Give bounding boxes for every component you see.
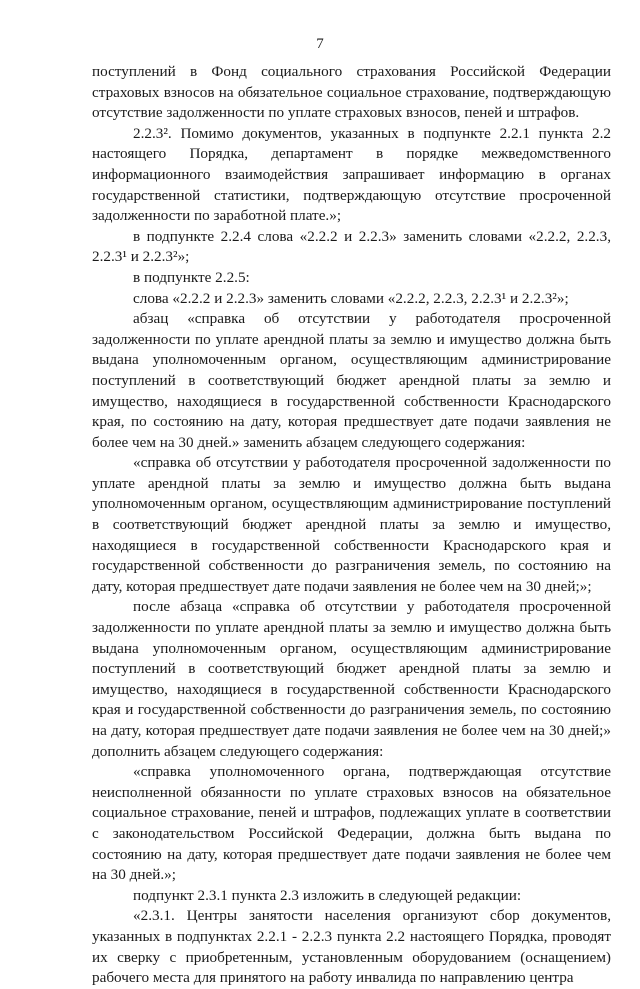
paragraph: абзац «справка об отсутствии у работодателя просроченной задолженности по уплате арендной платы за землю и имущество должна быть выдана уполномоченным органом, осуществляющим администрирование поступлений в соответствующий бюджет арендной платы за землю и имущество, находящиеся в государственной собственности Краснодарского края, по состоянию на дату, которая предшествует дате подачи заявления не более чем на 30 дней.» заменить абзацем следующего содержания:: [92, 310, 611, 451]
paragraph: подпункт 2.3.1 пункта 2.3 изложить в следующей редакции:: [133, 886, 522, 904]
paragraph: слова «2.2.2 и 2.2.3» заменить словами «2.2.2, 2.2.3, 2.2.3¹ и 2.2.3²»;: [133, 289, 569, 307]
paragraph: в подпункте 2.2.5:: [133, 268, 250, 286]
paragraph: 2.2.3². Помимо документов, указанных в подпункте 2.2.1 пункта 2.2 настоящего Порядка, департамент в порядке межведомственного информационного взаимодействия запрашивает информацию в органах государственной статистики, подтверждающую отсутствие просроченной задолженности по заработной плате.»;: [92, 124, 611, 225]
paragraph: «2.3.1. Центры занятости населения организуют сбор документов, указанных в подпунктах 2.2.1 - 2.2.3 пункта 2.2 настоящего Порядка, проводят их сверку с приобретенным, установленным оборудованием (оснащением) рабочего места для принятого на работу инвалида по направлению центра: [92, 907, 611, 987]
paragraph: «справка уполномоченного органа, подтверждающая отсутствие неисполненной обязанности по уплате страховых взносов на обязательное социальное страхование, пеней и штрафов, подлежащих уплате в соответствии с законодательством Российской Федерации, должна быть выдана по состоянию на дату, которая предшествует дате подачи заявления не более чем на 30 дней.»;: [92, 763, 611, 884]
paragraph: «справка об отсутствии у работодателя просроченной задолженности по уплате арендной платы за землю и имущество должна быть выдана уполномоченным органом, осуществляющим администрирование поступлений в соответствующий бюджет арендной платы за землю и имущество, находящиеся в государственной собственности Краснодарского края и государственной собственности до разграничения земель, по состоянию на дату, которая предшествует дате подачи заявления не более чем на 30 дней;»;: [92, 454, 611, 595]
paragraph: поступлений в Фонд социального страхования Российской Федерации страховых взносов на обязательное социальное страхование, подтверждающую отсутствие задолженности по уплате страховых взносов, пеней и штрафов.: [92, 63, 611, 122]
document-body: [92, 62, 611, 989]
paragraph: в подпункте 2.2.4 слова «2.2.2 и 2.2.3» заменить словами «2.2.2, 2.2.3, 2.2.3¹ и 2.2.3²»;: [92, 227, 611, 266]
page-number: 7: [316, 36, 324, 52]
paragraph: после абзаца «справка об отсутствии у работодателя просроченной задолженности по уплате арендной платы за землю и имущество должна быть выдана уполномоченным органом, осуществляющим администрирование поступлений в соответствующий бюджет арендной платы за землю и имущество, находящиеся в государственной собственности Краснодарского края и государственной собственности до разграничения земель, по состоянию на дату, которая предшествует дате подачи заявления не более чем на 30 дней;» дополнить абзацем следующего содержания:: [92, 598, 611, 760]
